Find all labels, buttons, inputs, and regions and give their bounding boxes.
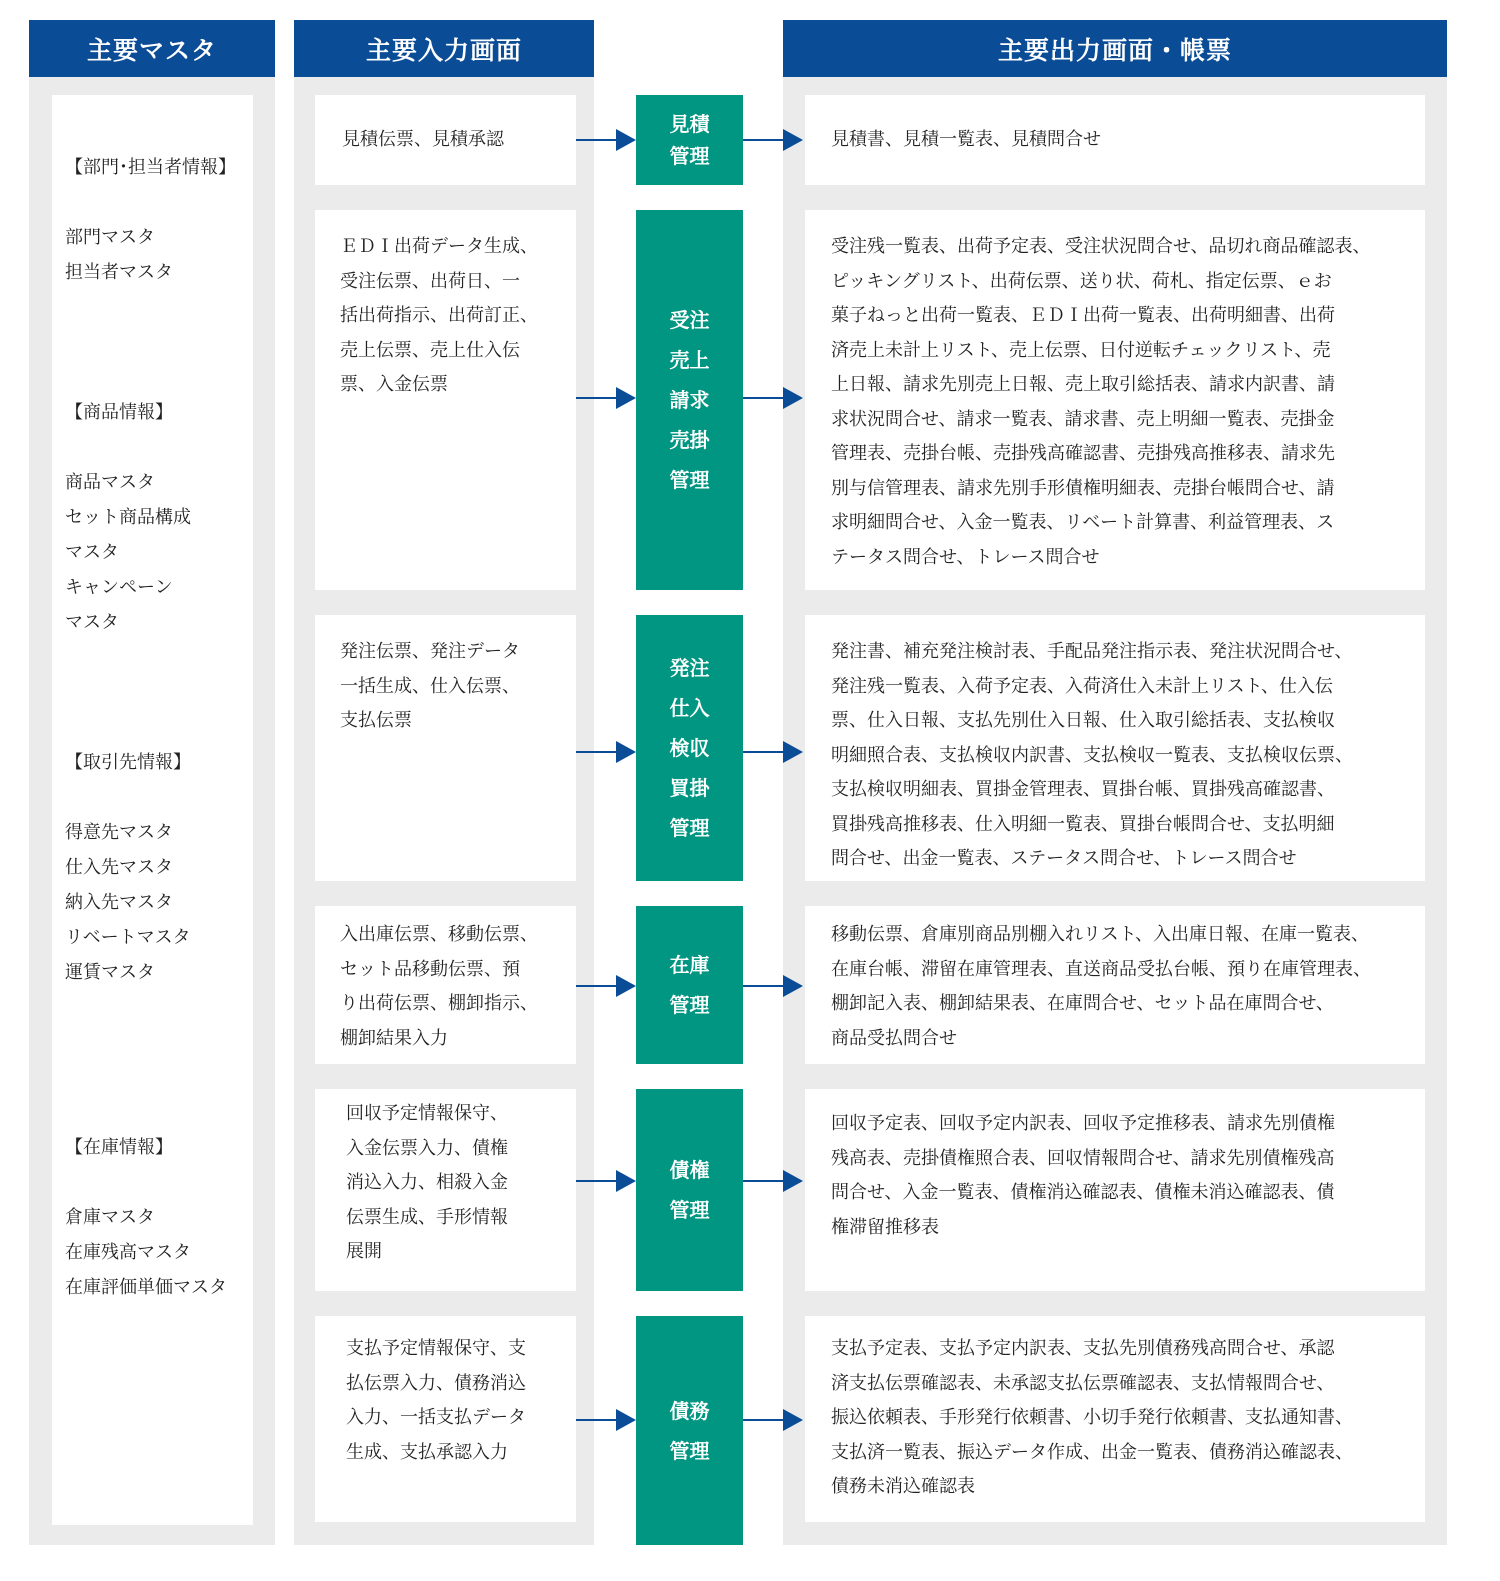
output-card-receivable <box>805 1089 1425 1291</box>
input-text: 回収予定情報保守、 入金伝票入力、債権 消込入力、相殺入金 伝票生成、手形情報 展開 <box>346 1103 508 1262</box>
master-group-items: 得意先マスタ 仕入先マスタ 納入先マスタ リベートマスタ 運賃マスタ <box>65 822 191 983</box>
master-group-stock <box>65 1095 253 1340</box>
output-card-purchase <box>805 615 1425 881</box>
arrow-input-purchase <box>576 751 634 753</box>
header-input: 主要入力画面 <box>294 20 594 77</box>
arrow-output-purchase <box>743 751 801 753</box>
output-card-payable <box>805 1316 1425 1522</box>
input-text: ＥＤＩ出荷データ生成、 受注伝票、出荷日、一 括出荷指示、出荷訂正、 売上伝票、売上仕入伝 票、入金伝票 <box>340 236 538 395</box>
process-receivable: 債権 管理 <box>636 1089 743 1291</box>
output-text: 見積書、見積一覧表、見積問合せ <box>831 129 1101 150</box>
input-card-payable <box>315 1316 576 1522</box>
master-group-partner <box>65 710 253 1025</box>
master-group-product <box>65 360 253 675</box>
header-master: 主要マスタ <box>29 20 275 77</box>
master-group-title: 【在庫情報】 <box>65 1137 173 1158</box>
master-group-title: 【商品情報】 <box>65 402 173 423</box>
arrow-output-payable <box>743 1419 801 1421</box>
input-text: 見積伝票、見積承認 <box>342 129 504 150</box>
master-group-title: 【部門･担当者情報】 <box>65 157 236 178</box>
process-estimate: 見積 管理 <box>636 95 743 185</box>
output-text: 発注書、補充発注検討表、手配品発注指示表、発注状況問合せ、 発注残一覧表、入荷予定表、入荷済仕入未計上リスト、仕入伝 票、仕入日報、支払先別仕入日報、仕入取引総括表、支払検収 明細照合表、支払検収内訳書、支払検収一覧表、支払検収伝票、 支払検収明細表、買掛金管理表、買掛台帳、買掛残高確認書、 買掛残高推移表、仕入明細一覧表、買掛台帳問合せ、支払明細 問合せ、出金一覧表、ステータス問合せ、トレース問合せ <box>831 641 1353 869</box>
output-card-stock <box>805 906 1425 1064</box>
arrow-input-sales <box>576 397 634 399</box>
arrow-input-receivable <box>576 1180 634 1182</box>
input-card-sales <box>315 210 576 590</box>
master-card <box>52 95 253 1525</box>
arrow-output-stock <box>743 985 801 987</box>
output-card-sales <box>805 210 1425 590</box>
process-stock: 在庫 管理 <box>636 906 743 1064</box>
input-card-receivable <box>315 1089 576 1291</box>
arrow-output-sales <box>743 397 801 399</box>
input-text: 発注伝票、発注データ 一括生成、仕入伝票、 支払伝票 <box>340 641 520 731</box>
input-card-stock <box>315 906 576 1064</box>
master-group-title: 【取引先情報】 <box>65 752 191 773</box>
arrow-output-receivable <box>743 1180 801 1182</box>
process-sales: 受注 売上 請求 売掛 管理 <box>636 210 743 590</box>
process-purchase: 発注 仕入 検収 買掛 管理 <box>636 615 743 881</box>
input-card-estimate <box>315 95 576 185</box>
output-card-estimate <box>805 95 1425 185</box>
input-card-purchase <box>315 615 576 881</box>
input-text: 入出庫伝票、移動伝票、 セット品移動伝票、預 り出荷伝票、棚卸指示、 棚卸結果入力 <box>340 924 538 1049</box>
master-group-dept <box>65 115 253 325</box>
arrow-input-stock <box>576 985 634 987</box>
output-text: 受注残一覧表、出荷予定表、受注状況問合せ、品切れ商品確認表、 ピッキングリスト、出荷伝票、送り状、荷札、指定伝票、ｅお 菓子ねっと出荷一覧表、ＥＤＩ出荷一覧表、出荷明細書、出荷 済売上未計上リスト、売上伝票、日付逆転チェックリスト、売 上日報、請求先別売上日報、売上取引総括表、請求内訳書、請 求状況問合せ、請求一覧表、請求書、売上明細一覧表、売掛金 管理表、売掛台帳、売掛残高確認書、売掛残高推移表、請求先 別与信管理表、請求先別手形債権明細表、売掛台帳問合せ、請 求明細問合せ、入金一覧表、リベート計算書、利益管理表、ス テータス問合せ、トレース問合せ <box>831 236 1371 568</box>
output-text: 移動伝票、倉庫別商品別棚入れリスト、入出庫日報、在庫一覧表、 在庫台帳、滞留在庫管理表、直送商品受払台帳、預り在庫管理表、 棚卸記入表、棚卸結果表、在庫問合せ、セット品在庫問合せ、 商品受払問合せ <box>831 924 1371 1049</box>
master-group-items: 倉庫マスタ 在庫残高マスタ 在庫評価単価マスタ <box>65 1207 227 1298</box>
arrow-input-estimate <box>576 139 634 141</box>
header-output: 主要出力画面・帳票 <box>783 20 1447 77</box>
arrow-output-estimate <box>743 139 801 141</box>
arrow-input-payable <box>576 1419 634 1421</box>
input-text: 支払予定情報保守、支 払伝票入力、債務消込 入力、一括支払データ 生成、支払承認入力 <box>346 1338 526 1463</box>
output-text: 回収予定表、回収予定内訳表、回収予定推移表、請求先別債権 残高表、売掛債権照合表、回収情報問合せ、請求先別債権残高 問合せ、入金一覧表、債権消込確認表、債権未消込確認表、債 権滞留推移表 <box>831 1113 1335 1238</box>
process-payable: 債務 管理 <box>636 1316 743 1545</box>
master-group-items: 商品マスタ セット商品構成 マスタ キャンペーン マスタ <box>65 472 191 633</box>
master-group-items: 部門マスタ 担当者マスタ <box>65 227 173 283</box>
output-text: 支払予定表、支払予定内訳表、支払先別債務残高問合せ、承認 済支払伝票確認表、未承認支払伝票確認表、支払情報問合せ、 振込依頼表、手形発行依頼書、小切手発行依頼書、支払通知書、 支払済一覧表、振込データ作成、出金一覧表、債務消込確認表、 債務未消込確認表 <box>831 1338 1353 1497</box>
